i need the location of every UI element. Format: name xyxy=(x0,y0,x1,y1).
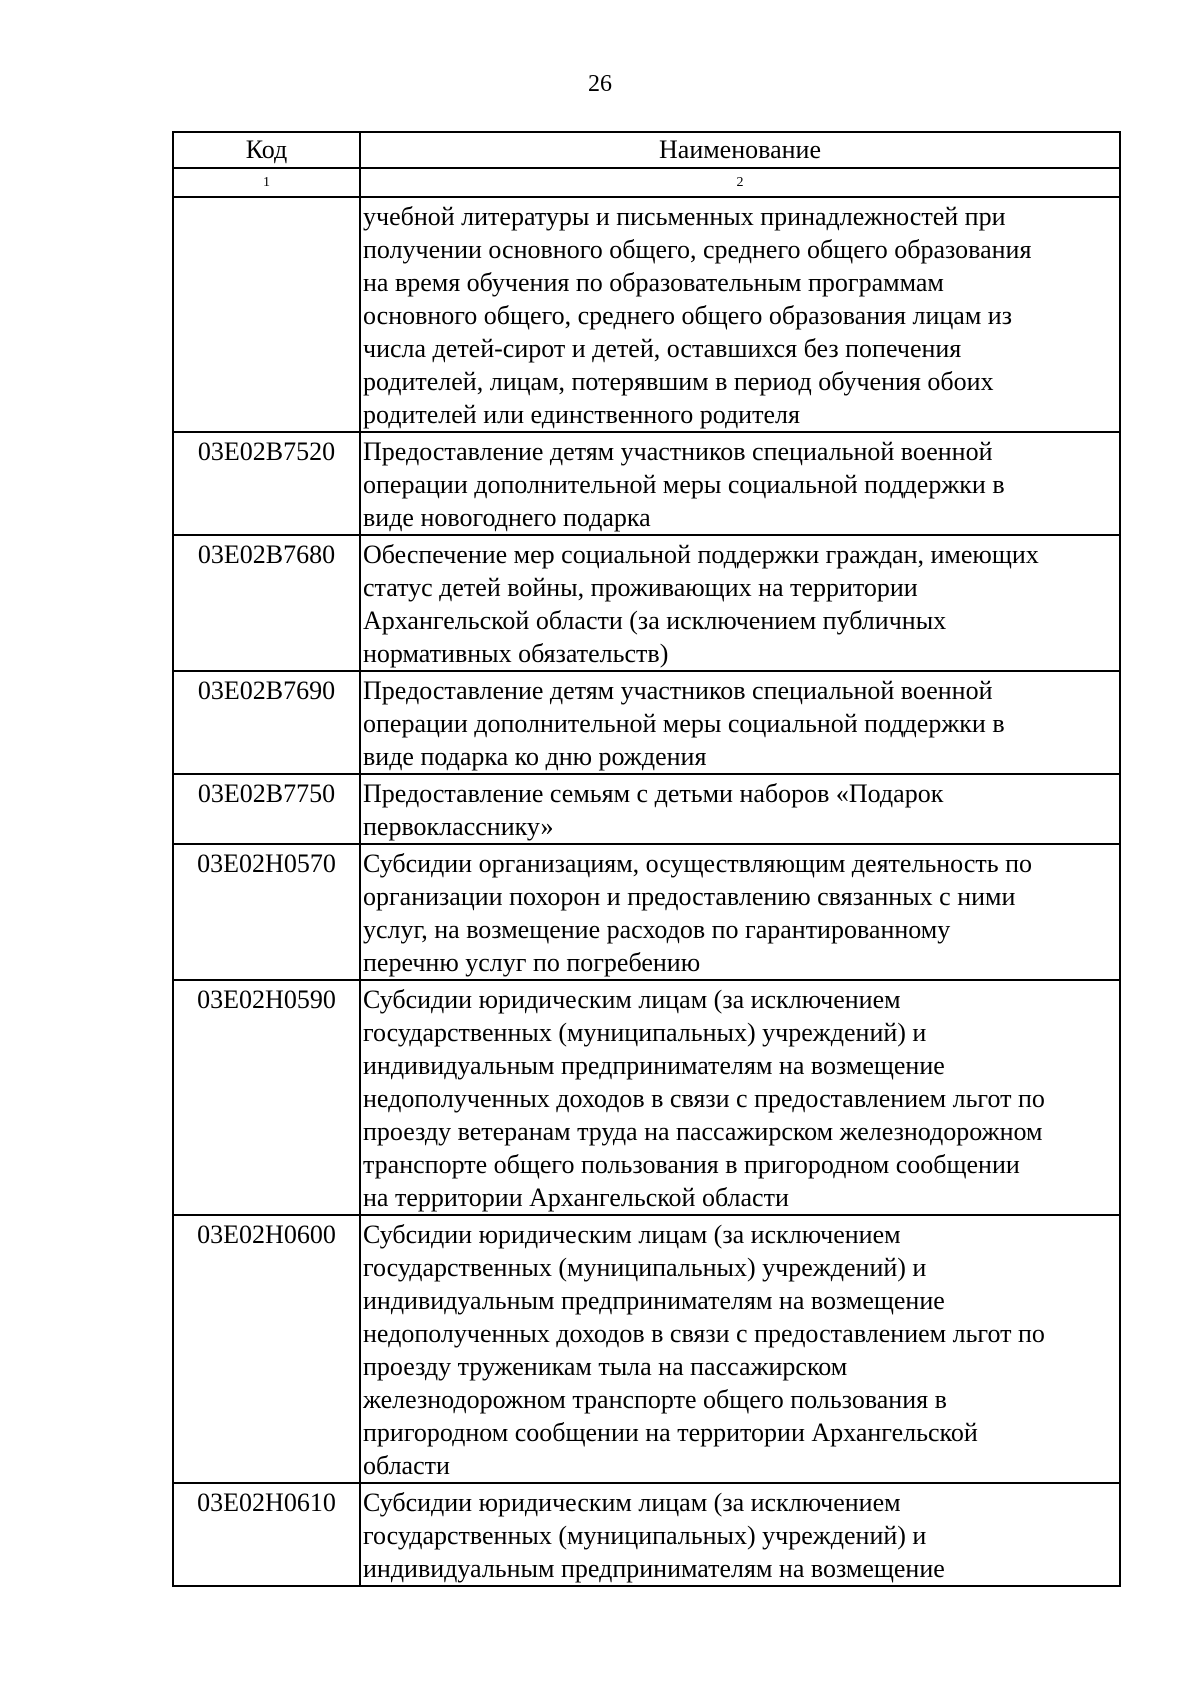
row-code: 03Е02В7680 xyxy=(173,535,360,671)
row-name-line: области xyxy=(363,1451,450,1480)
row-name-line: Субсидии организациям, осуществляющим деятельность по xyxy=(363,849,1033,878)
row-name-line: первокласснику» xyxy=(363,812,554,841)
row-name-line: основного общего, среднего общего образования лицам из xyxy=(363,301,1012,330)
row-name-line: Обеспечение мер социальной поддержки граждан, имеющих xyxy=(363,540,1039,569)
row-name-line: государственных (муниципальных) учреждений) и xyxy=(363,1253,927,1282)
row-name xyxy=(360,844,1120,980)
row-name-line: операции дополнительной меры социальной поддержки в xyxy=(363,709,1005,738)
table-row xyxy=(173,844,1120,980)
table-row xyxy=(173,535,1120,671)
row-name xyxy=(360,774,1120,844)
row-name-line: индивидуальным предпринимателям на возмещение xyxy=(363,1051,945,1080)
row-name-line: нормативных обязательств) xyxy=(363,639,669,668)
row-name-line: железнодорожном транспорте общего пользования в xyxy=(363,1385,947,1414)
table-row xyxy=(173,1215,1120,1483)
row-name-line: индивидуальным предпринимателям на возмещение xyxy=(363,1554,945,1583)
row-name-line: Субсидии юридическим лицам (за исключением xyxy=(363,1488,901,1517)
row-name-line: Предоставление детям участников специальной военной xyxy=(363,437,993,466)
table-body xyxy=(173,197,1120,1586)
column-number-1: 1 xyxy=(173,168,360,197)
row-code: 03Е02В7750 xyxy=(173,774,360,844)
row-name xyxy=(360,980,1120,1215)
row-code: 03Е02В7520 xyxy=(173,432,360,535)
row-name-line: государственных (муниципальных) учреждений) и xyxy=(363,1521,927,1550)
row-name xyxy=(360,197,1120,432)
row-name-line: пригородном сообщении на территории Архангельской xyxy=(363,1418,978,1447)
column-number-2: 2 xyxy=(360,168,1120,197)
row-name-line: операции дополнительной меры социальной поддержки в xyxy=(363,470,1005,499)
row-name xyxy=(360,1483,1120,1586)
row-name-line: получении основного общего, среднего общего образования xyxy=(363,235,1032,264)
row-name-line: индивидуальным предпринимателям на возмещение xyxy=(363,1286,945,1315)
table-row xyxy=(173,197,1120,432)
header-name: Наименование xyxy=(360,132,1120,168)
column-number-row xyxy=(173,168,1120,197)
row-name-line: недополученных доходов в связи с предоставлением льгот по xyxy=(363,1084,1045,1113)
table-row xyxy=(173,432,1120,535)
table-row xyxy=(173,774,1120,844)
row-name xyxy=(360,1215,1120,1483)
row-name-line: проезду ветеранам труда на пассажирском железнодорожном xyxy=(363,1117,1043,1146)
row-name xyxy=(360,535,1120,671)
header-code: Код xyxy=(173,132,360,168)
page-number: 26 xyxy=(588,71,612,97)
row-name xyxy=(360,671,1120,774)
row-name-line: проезду труженикам тыла на пассажирском xyxy=(363,1352,848,1381)
row-name-line: родителей, лицам, потерявшим в период обучения обоих xyxy=(363,367,994,396)
row-code: 03Е02Н0590 xyxy=(173,980,360,1215)
row-code: 03Е02В7690 xyxy=(173,671,360,774)
row-name-line: учебной литературы и письменных принадлежностей при xyxy=(363,202,1006,231)
row-name-line: на территории Архангельской области xyxy=(363,1183,789,1212)
row-name-line: организации похорон и предоставлению связанных с ними xyxy=(363,882,1016,911)
row-code xyxy=(173,197,360,432)
row-name-line: перечню услуг по погребению xyxy=(363,948,701,977)
row-name-line: транспорте общего пользования в пригородном сообщении xyxy=(363,1150,1020,1179)
row-code: 03Е02Н0600 xyxy=(173,1215,360,1483)
row-name-line: родителей или единственного родителя xyxy=(363,400,800,429)
row-name-line: виде подарка ко дню рождения xyxy=(363,742,707,771)
row-name-line: виде новогоднего подарка xyxy=(363,503,651,532)
row-name-line: статус детей войны, проживающих на территории xyxy=(363,573,918,602)
row-name-line: Субсидии юридическим лицам (за исключением xyxy=(363,1220,901,1249)
row-name-line: Субсидии юридическим лицам (за исключением xyxy=(363,985,901,1014)
row-name-line: государственных (муниципальных) учреждений) и xyxy=(363,1018,927,1047)
budget-code-table xyxy=(172,131,1121,1587)
table-row xyxy=(173,1483,1120,1586)
row-name-line: Предоставление детям участников специальной военной xyxy=(363,676,993,705)
row-code: 03Е02Н0570 xyxy=(173,844,360,980)
row-name-line: числа детей-сирот и детей, оставшихся без попечения xyxy=(363,334,962,363)
row-name-line: услуг, на возмещение расходов по гарантированному xyxy=(363,915,951,944)
row-name-line: недополученных доходов в связи с предоставлением льгот по xyxy=(363,1319,1045,1348)
table-row xyxy=(173,671,1120,774)
table-row xyxy=(173,980,1120,1215)
row-name xyxy=(360,432,1120,535)
row-name-line: Архангельской области (за исключением публичных xyxy=(363,606,947,635)
row-code: 03Е02Н0610 xyxy=(173,1483,360,1586)
row-name-line: на время обучения по образовательным программам xyxy=(363,268,944,297)
row-name-line: Предоставление семьям с детьми наборов «Подарок xyxy=(363,779,944,808)
table-header-row xyxy=(173,132,1120,168)
